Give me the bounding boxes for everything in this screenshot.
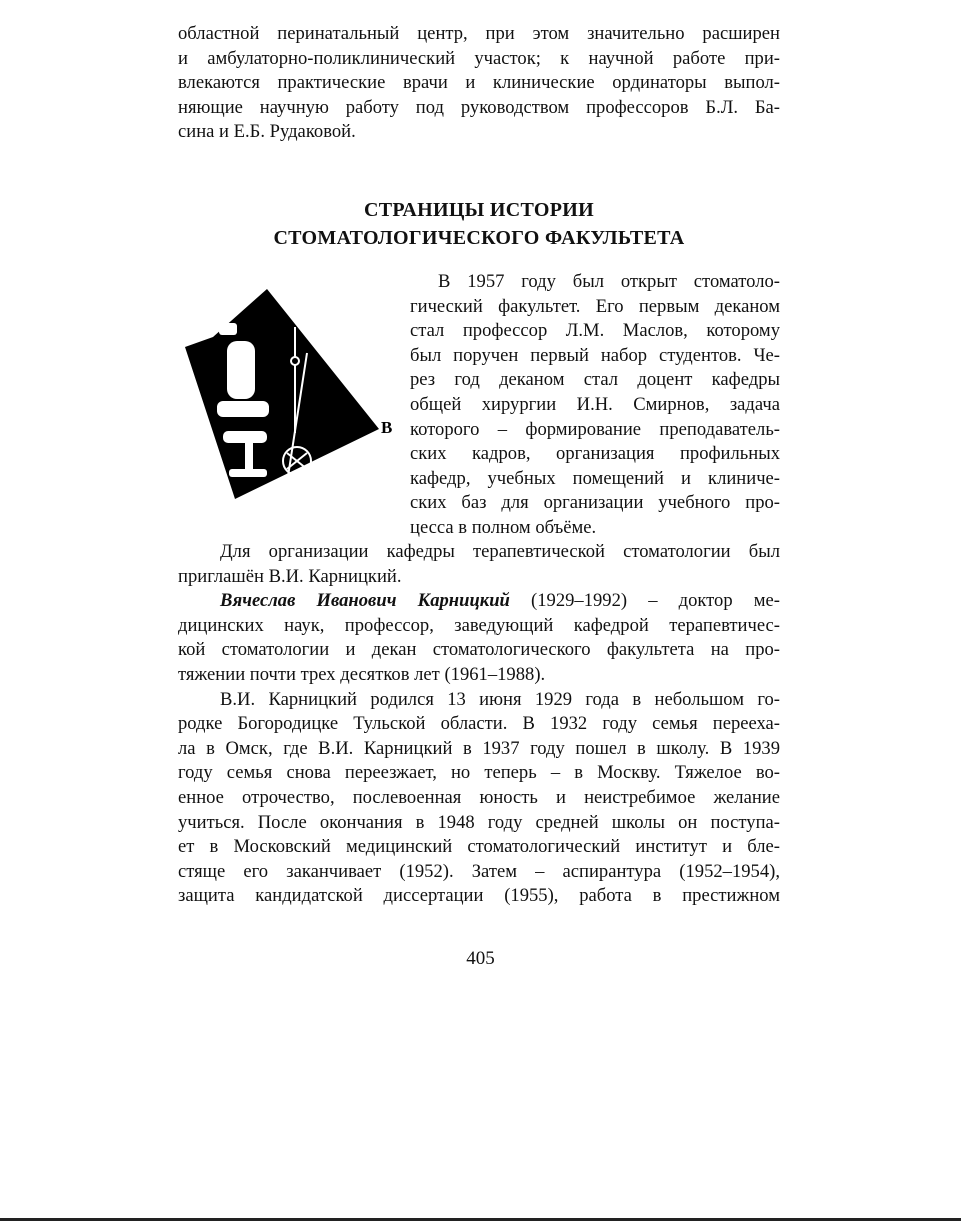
text-line: ских кадров, организация профильных: [410, 443, 780, 465]
side-paragraph: [410, 270, 780, 541]
text-line: защита кандидатской диссертации (1955), работа в престижном: [178, 885, 780, 907]
illustration-letter: В: [381, 418, 393, 437]
text-line: влекаются практические врачи и клинические ординаторы выпол-: [178, 72, 780, 94]
section-heading: [178, 196, 780, 252]
text-line: ет в Московский медицинский стоматологический институт и бле-: [178, 836, 780, 858]
illustration-backdrop: [185, 289, 379, 499]
text-line: общей хирургии И.Н. Смирнов, задача: [410, 393, 780, 415]
text-line: кой стоматологии и декан стоматологического факультета на про-: [178, 639, 780, 661]
text-line: сина и Е.Б. Рудаковой.: [178, 121, 356, 143]
text-line: областной перинатальный центр, при этом значительно расширен: [178, 23, 780, 44]
text-line: енное отрочество, послевоенная юность и неистребимое желание: [178, 786, 780, 808]
text-line: В 1957 году был открыт стоматоло-: [438, 271, 780, 292]
text-line: которого – формирование преподаватель-: [410, 418, 780, 440]
text-line: учиться. После окончания в 1948 году средней школы он поступа-: [178, 811, 780, 833]
text-line: кафедр, учебных помещений и клиниче-: [410, 467, 780, 489]
text-line: ла в Омск, где В.И. Карницкий в 1937 году пошел в школу. В 1939: [178, 737, 780, 759]
text-line: ских баз для организации учебного про-: [410, 492, 780, 514]
text-line: В.И. Карницкий родился 13 июня 1929 года в небольшом го-: [220, 688, 780, 710]
text-line: дицинских наук, профессор, заведующий кафедрой терапевтичес-: [178, 614, 780, 636]
text-line: тяжении почти трех десятков лет (1961–1988).: [178, 663, 546, 685]
page-number: 405: [466, 948, 495, 969]
text-line: няющие научную работу под руководством профессоров Б.Л. Ба-: [178, 96, 780, 118]
text-line: [178, 589, 780, 614]
heading-line-2: СТОМАТОЛОГИЧЕСКОГО ФАКУЛЬТЕТА: [273, 227, 685, 249]
dental-chair-illustration: [183, 283, 393, 501]
text-line: родке Богородицке Тульской области. В 1932 году семья перееха-: [178, 713, 780, 735]
main-text: [178, 540, 780, 909]
text-line: был поручен первый набор студентов. Че-: [410, 344, 780, 366]
text-fragment: (1929–1992) – доктор ме-: [509, 590, 780, 612]
text-line: Для организации кафедры терапевтической стоматологии был: [220, 541, 780, 562]
text-line: стал профессор Л.М. Маслов, которому: [410, 320, 780, 342]
text-line: рез год деканом стал доцент кафедры: [410, 369, 780, 391]
text-line: цесса в полном объёме.: [410, 516, 597, 538]
text-line: гический факультет. Его первым деканом: [410, 295, 780, 317]
bottom-scan-edge: [0, 1218, 961, 1221]
text-line: приглашён В.И. Карницкий.: [178, 565, 402, 587]
heading-line-1: СТРАНИЦЫ ИСТОРИИ: [364, 199, 594, 221]
text-line: и амбулаторно-поликлинический участок; к научной работе при-: [178, 47, 780, 69]
text-line: стяще его заканчивает (1952). Затем – аспирантура (1952–1954),: [178, 860, 780, 882]
text-line: году семья снова переезжает, но теперь – в Москву. Тяжелое во-: [178, 762, 780, 784]
intro-paragraph: [178, 22, 780, 145]
person-name: Вячеслав Иванович Карницкий: [220, 590, 510, 612]
